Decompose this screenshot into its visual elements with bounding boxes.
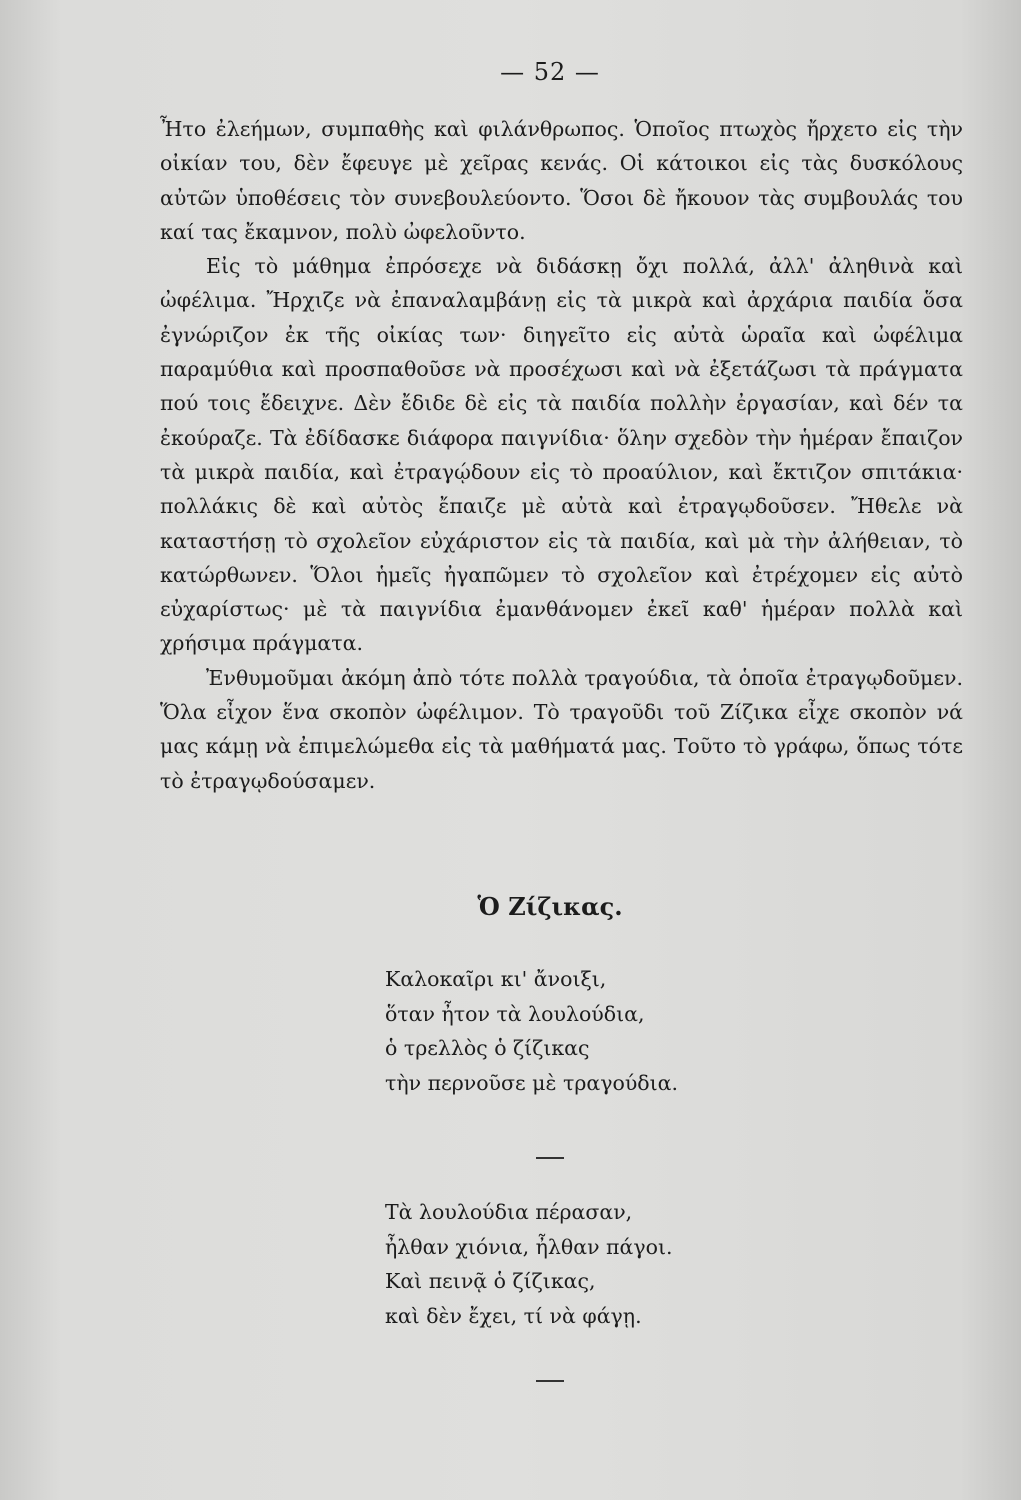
poem-line: ὅταν ἦτον τὰ λουλούδια, (385, 1001, 645, 1026)
poem-line: Τὰ λουλούδια πέρασαν, (385, 1200, 633, 1224)
poem-line: καὶ δὲν ἔχει, τί νὰ φάγῃ. (385, 1303, 642, 1328)
page-number: — 52 — (500, 58, 600, 86)
prose-body (160, 112, 963, 798)
stanza-divider (536, 1380, 564, 1382)
poem-stanza-2 (385, 1195, 785, 1333)
paragraph-2: Εἰς τὸ μάθημα ἐπρόσεχε νὰ διδάσκῃ ὄχι πολλά, ἀλλ' ἀληθινὰ καὶ ὠφέλιμα. Ἤρχιζε νὰ ἐπαναλαμβάνῃ εἰς τὰ μικρὰ καὶ ἀρχάρια παιδία ὅσα ἐγνώριζον ἐκ τῆς οἰκίας των· διηγεῖτο εἰς αὐτὰ ὡραῖα καὶ ὠφέλιμα παραμύθια καὶ προσπαθοῦσε νὰ προσέχωσι καὶ νὰ ἐξετάζωσι τὰ πράγματα πού τοις ἔδειχνε. Δὲν ἔδιδε δὲ εἰς τὰ παιδία πολλὴν ἐργασίαν, καὶ δέν τα ἐκούραζε. Τὰ ἐδίδασκε διάφορα παιγνίδια· ὅλην σχεδὸν τὴν ἡμέραν ἔπαιζον τὰ μικρὰ παιδία, καὶ ἐτραγῴδουν εἰς τὸ προαύλιον, καὶ ἔκτιζον σπιτάκια· πολλάκις δὲ καὶ αὐτὸς ἔπαιζε μὲ αὐτὰ καὶ ἐτραγῳδοῦσεν. Ἤθελε νὰ καταστήσῃ τὸ σχολεῖον εὐχάριστον εἰς τὰ παιδία, καὶ μὰ τὴν ἀλήθειαν, τὸ κατώρθωνεν. Ὅλοι ἡμεῖς ἠγαπῶμεν τὸ σχολεῖον καὶ ἐτρέχομεν εἰς αὐτὸ εὐχαρίστως· μὲ τὰ παιγνίδια ἐμανθάνομεν ἐκεῖ καθ' ἡμέραν πολλὰ καὶ χρήσιμα πράγματα. (160, 254, 963, 656)
paragraph-1: Ἦτο ἐλεήμων, συμπαθὴς καὶ φιλάνθρωπος. Ὁποῖος πτωχὸς ἤρχετο εἰς τὴν οἰκίαν του, δὲν ἔφευγε μὲ χεῖρας κενάς. Οἱ κάτοικοι εἰς τὰς δυσκόλους αὐτῶν ὑποθέσεις τὸν συνεβουλεύοντο. Ὅσοι δὲ ἤκουον τὰς συμβουλάς του καί τας ἔκαμνον, πολὺ ὠφελοῦντο. (160, 117, 963, 244)
poem-stanza-1 (385, 962, 785, 1100)
poem-line: ἦλθαν χιόνια, ἦλθαν πάγοι. (385, 1234, 673, 1259)
paragraph-3: Ἐνθυμοῦμαι ἀκόμη ἀπὸ τότε πολλὰ τραγούδια, τὰ ὁποῖα ἐτραγῳδοῦμεν. Ὅλα εἶχον ἕνα σκοπὸν ὠφέλιμον. Τὸ τραγοῦδι τοῦ Ζίζικα εἶχε σκοπὸν νά μας κάμῃ νὰ ἐπιμελώμεθα εἰς τὰ μαθήματά μας. Τοῦτο τὸ γράφω, ὅπως τότε τὸ ἐτραγῳδούσαμεν. (160, 665, 963, 793)
poem-line: Καὶ πεινᾷ ὁ ζίζικας, (385, 1269, 596, 1293)
poem-line: τὴν περνοῦσε μὲ τραγούδια. (385, 1070, 679, 1095)
poem-title: Ὁ Ζίζικας. (477, 892, 623, 921)
poem-line: ὁ τρελλὸς ὁ ζίζικας (385, 1036, 590, 1060)
poem-line: Καλοκαῖρι κι' ἄνοιξι, (385, 967, 607, 991)
stanza-divider (536, 1157, 564, 1159)
